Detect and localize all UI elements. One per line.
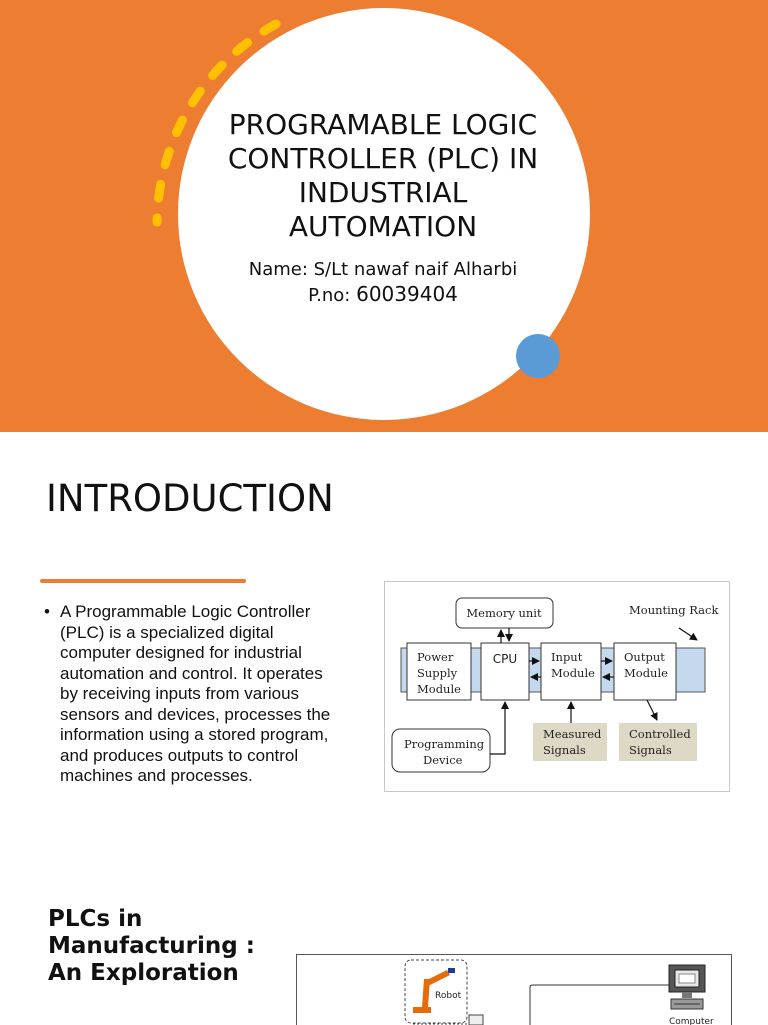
intro-bullet-item	[44, 602, 344, 787]
controlled-signals-label-1: Controlled	[629, 727, 691, 741]
output-module-label-2: Module	[624, 666, 668, 680]
pno-value: 60039404	[356, 282, 458, 306]
intro-title: INTRODUCTION	[46, 477, 334, 520]
cover-subtitle	[205, 258, 561, 308]
measured-signals-label-1: Measured	[543, 727, 602, 741]
output-module-label-1: Output	[624, 650, 665, 664]
author-name: Name: S/Lt nawaf naif Alharbi	[248, 259, 518, 280]
cpu-label: CPU	[492, 652, 518, 666]
memory-unit-label: Memory unit	[466, 606, 542, 620]
mounting-rack-label: Mounting Rack	[629, 603, 719, 617]
input-module-label-1: Input	[551, 650, 583, 664]
power-supply-label-3: Module	[417, 682, 461, 696]
robot-label: Robot	[435, 991, 462, 1001]
computer-icon	[669, 965, 705, 1009]
intro-underline	[40, 579, 246, 583]
intro-bullet-list	[44, 602, 344, 787]
plc-block-diagram	[384, 581, 730, 792]
programming-device-label-1: Programming	[404, 737, 485, 751]
section-title: PLCs in Manufacturing : An Exploration	[48, 906, 255, 986]
power-supply-label-2: Supply	[417, 666, 458, 680]
cover-slide	[0, 0, 768, 432]
pno-label: P.no:	[308, 285, 351, 306]
blue-dot-decoration	[516, 334, 560, 378]
bullet-symbol: •	[44, 602, 50, 621]
personal-number	[205, 282, 561, 308]
measured-signals-label-2: Signals	[543, 743, 586, 757]
cover-title: PROGRAMABLE LOGIC CONTROLLER (PLC) IN INDUSTRIAL AUTOMATION	[227, 108, 539, 243]
input-module-label-2: Module	[551, 666, 595, 680]
programming-device-label-2: Device	[423, 753, 463, 767]
manufacturing-figure	[296, 954, 732, 1025]
controlled-signals-label-2: Signals	[629, 743, 672, 757]
intro-bullet-text: A Programmable Logic Controller (PLC) is a specialized digital computer designed for industrial automation and control. It operates by receiving inputs from various sensors and devices, processes the information using a stored program, and produces outputs to control machines and processes.	[60, 602, 331, 785]
power-supply-label-1: Power	[417, 650, 454, 664]
computer-label: Computer	[669, 1017, 714, 1025]
